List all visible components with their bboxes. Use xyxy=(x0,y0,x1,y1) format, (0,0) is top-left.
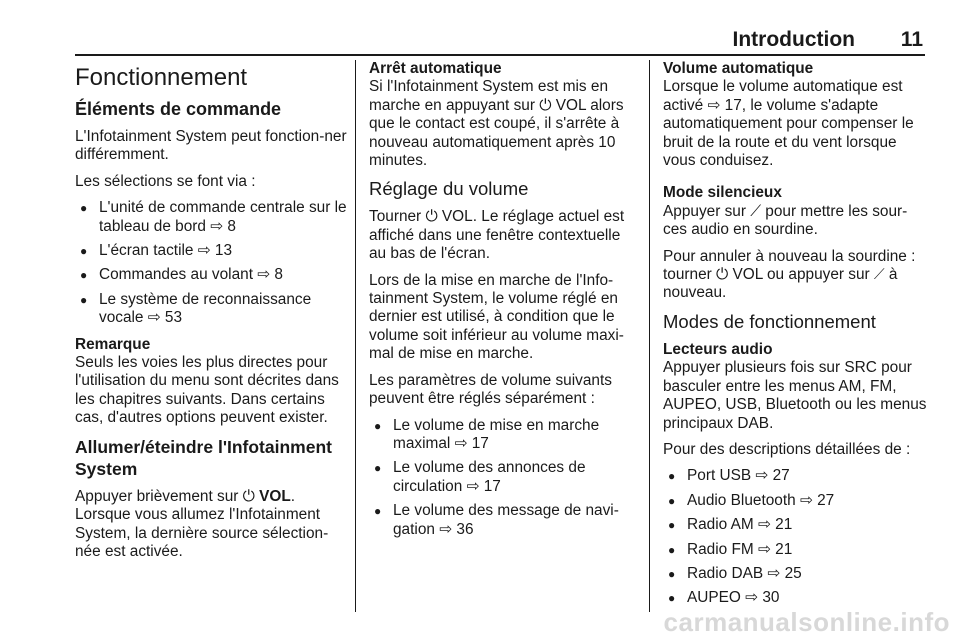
heading-modes: Modes de fonctionnement xyxy=(663,310,876,332)
list-item: ● Radio AM ⇨ 21 xyxy=(663,516,929,534)
list-item: ● Port USB ⇨ 27 xyxy=(663,467,929,485)
watermark: carmanualsonline.info xyxy=(663,607,950,637)
paragraph: Lors de la mise en marche de l'Info-tainment System, le volume réglé en dernier est utilisé, à condition que le volume soit inférieur au volume maxi-mal de mise en marche. xyxy=(369,271,624,363)
paragraph: Lorsque le volume automatique est activé ⇨ 17, le volume s'adapte automatiquement pour compenser le bruit de la route et du vent lorsque vous conduisez. xyxy=(663,78,914,170)
list-item: ● AUPEO ⇨ 30 xyxy=(663,589,929,607)
list-item: ● Le volume de mise en marche maximal ⇨ 17 xyxy=(369,417,633,454)
bullet-list xyxy=(75,199,347,327)
heading-elements: Éléments de commande xyxy=(75,99,282,119)
list-item: ● Radio DAB ⇨ 25 xyxy=(663,565,929,583)
players-title: Lecteurs audio xyxy=(663,340,773,358)
column-3 xyxy=(663,60,929,616)
paragraph: Si l'Infotainment System est mis en marche en appuyant sur ⏻ VOL alors que le contact est coupé, il s'arrête à nouveau automatiquement après 10 minutes. xyxy=(369,78,624,170)
heading-fonctionnement: Fonctionnement xyxy=(75,64,248,91)
section-title: Introduction xyxy=(732,28,855,51)
column-1 xyxy=(75,60,347,569)
mute-title: Mode silencieux xyxy=(663,184,782,202)
list-item: ● Le volume des annonces de circulation ⇨ 17 xyxy=(369,459,633,496)
page-header xyxy=(75,26,925,56)
vol-label: VOL xyxy=(259,487,291,505)
remark-box xyxy=(75,336,347,428)
list-item: ● L'unité de commande centrale sur le tableau de bord ⇨ 8 xyxy=(75,199,347,236)
paragraph: Pour annuler à nouveau la sourdine : tourner ⏻ VOL ou appuyer sur ⟋ à nouveau. xyxy=(663,247,916,302)
page-number: 11 xyxy=(900,28,923,51)
paragraph: Appuyer plusieurs fois sur SRC pour basculer entre les menus AM, FM, AUPEO, USB, Bluetooth ou les menus principaux DAB. xyxy=(663,359,927,432)
column-2 xyxy=(369,60,633,547)
auto-volume-title: Volume automatique xyxy=(663,60,814,77)
remark-title: Remarque xyxy=(75,335,151,353)
auto-off-title: Arrêt automatique xyxy=(369,60,502,77)
column-divider xyxy=(649,60,650,612)
list-item: ● Le volume des message de navi-gation ⇨ 36 xyxy=(369,502,633,539)
paragraph: Les sélections se font via : xyxy=(75,172,256,190)
heading-on-off: Allumer/éteindre l'Infotainment System xyxy=(75,436,332,479)
paragraph: Tourner ⏻ VOL. Le réglage actuel est affiché dans une fenêtre contextuelle au bas de l'écran. xyxy=(369,208,625,263)
list-item: ● Le système de reconnaissance vocale ⇨ 53 xyxy=(75,291,347,328)
remark-text: Seuls les voies les plus directes pour l'utilisation du menu sont décrites dans les chapitres suivants. Dans certains cas, d'autres options peuvent exister. xyxy=(75,354,339,427)
paragraph: Appuyer brièvement sur ⏻ VOL. Lorsque vous allumez l'Infotainment System, la dernière source sélection-née est activée. xyxy=(75,487,329,560)
list-item: ● L'écran tactile ⇨ 13 xyxy=(75,242,347,260)
power-icon: ⏻ xyxy=(242,487,260,505)
paragraph: L'Infotainment System peut fonction-ner différemment. xyxy=(75,128,347,164)
column-divider xyxy=(355,60,356,612)
list-item: ● Audio Bluetooth ⇨ 27 xyxy=(663,492,929,510)
bullet-list xyxy=(663,467,929,607)
paragraph: Pour des descriptions détaillées de : xyxy=(663,440,911,458)
list-item: ● Commandes au volant ⇨ 8 xyxy=(75,266,347,284)
bullet-list xyxy=(369,417,633,539)
paragraph: Les paramètres de volume suivants peuvent être réglés séparément : xyxy=(369,371,612,408)
heading-volume: Réglage du volume xyxy=(369,178,529,200)
paragraph: Appuyer sur ⟋ pour mettre les sour-ces audio en sourdine. xyxy=(663,202,908,239)
list-item: ● Radio FM ⇨ 21 xyxy=(663,541,929,559)
